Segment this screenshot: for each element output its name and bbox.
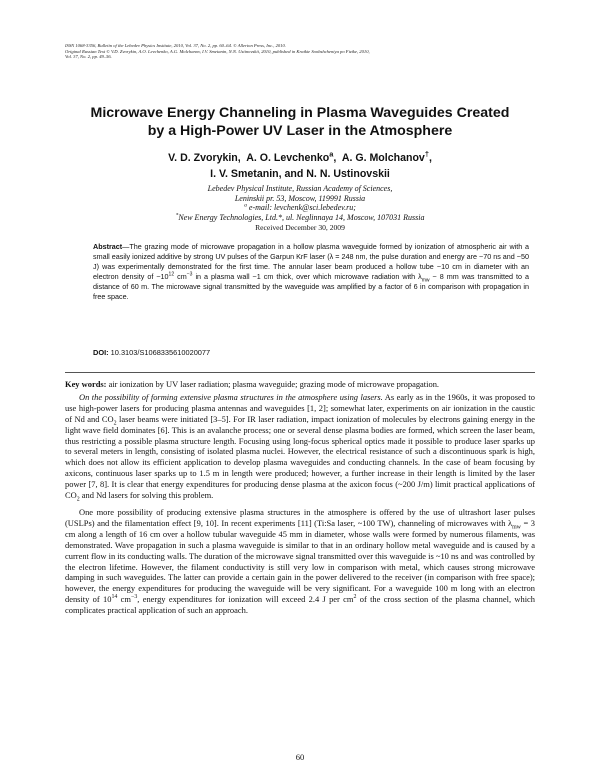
- author-sep: ,: [428, 152, 432, 164]
- keywords: [65, 379, 535, 390]
- author-mark-a: a: [329, 149, 334, 159]
- email-mark: a: [244, 202, 247, 209]
- paragraph-2: [65, 507, 535, 616]
- header-line-2: Original Russian Text © V.D. Zvorykin, A.O. Levchenko, A.G. Molchanov, I.V. Smetanin, N.N. Ustinovskii, 2010, published in Kratkie Soobshcheniya po Fizike, 2010,: [65, 48, 370, 54]
- title-line-1: Microwave Energy Channeling in Plasma Waveguides Created: [90, 105, 510, 121]
- paragraph-2-text-b: = 3 cm along a length of 16 cm over a hollow tubular waveguide 45 mm in diameter, whose walls were formed by numerous filaments, was demonstrated. Wave propagation in such a plasma waveguide is similar to that in an ordinary hollow metal waveguide and is caused by a current flow in its conducting walls. The duration of the microwave signal transmitted over this waveguide is ~10 ns and was controlled by the electron lifetime. However, the filament conductivity is still very low in comparison with metal, which causes strong microwave damping in such waveguides. The latter can provide a certain gain in the power delivered to the receiver (in comparison with free space); however, the energy expenditures for producing the waveguide will be very significant. For a waveguide 100 m long with an electron density of 10: [65, 517, 535, 605]
- lambda-sub: mw: [512, 524, 521, 531]
- author-list: [40, 150, 560, 182]
- header-line-1: ISSN 1068-3356, Bulletin of the Lebedev Physics Institute, 2010, Vol. 37, No. 2, pp. 60–64. © Allerton Press, Inc., 2010.: [65, 43, 286, 48]
- author-mark-dagger: †: [424, 149, 429, 159]
- separator-rule: [65, 372, 535, 373]
- abstract-text-4: ~ 8 mm was transmitted to a distance of 60 m. The microwave signal transmitted by the waveguide was amplified by a factor of 6 in comparison with propagation in free space.: [93, 271, 529, 301]
- doi-line: [93, 348, 210, 357]
- affiliations: [40, 184, 560, 223]
- paragraph-1: [65, 392, 535, 501]
- paper-title: [40, 104, 560, 140]
- abstract-exp-1: 12: [168, 271, 175, 278]
- abstract-sub-1: mw: [421, 277, 430, 284]
- header-line-3: Vol. 37, No. 2, pp. 49–56.: [65, 54, 112, 60]
- authors-line-2: I. V. Smetanin, and N. N. Ustinovskii: [210, 168, 390, 180]
- doi-label: DOI:: [93, 348, 109, 357]
- page-number: 60: [295, 752, 305, 762]
- paragraph-2-text-c: cm: [117, 594, 131, 605]
- author-zvorykin: V. D. Zvorykin,: [168, 152, 241, 164]
- doi-link[interactable]: 10.3103/S1068335610020077: [110, 348, 211, 357]
- abstract-dash: —: [122, 242, 130, 251]
- abstract-exp-2: −3: [186, 271, 193, 278]
- keywords-label: Key words:: [65, 379, 107, 389]
- paragraph-1-text-b: laser beams were initiated [3–5]. For IR laser radiation, impact ionization of molecules by electrons gaining energy in the light wave field dominates [6]. This is an avalanche process; one or several dense plasma bodies are formed, which screen the laser beam, thus restricting a possible plasma structure length. Focusing using long-focus spherical optics made it possible to produce laser sparks up to several meters in length, consisting of isolated plasma nuclei. However, the electrical resistance of such a discontinuous spark is high, which does not allow its efficient application to develop plasma waveguides and conducting channels. In the case of beam focusing by axicons, continuous laser sparks up to 1.5 m in length were produced; however, a further increase in their length is limited by the laser power [7, 8]. It is clear that energy expenditures for producing dense plasma at the axicon focus (~200 J/m) limit practical applications of CO: [65, 413, 535, 501]
- abstract-text-3: in a plasma wall ~1 cm thick, over which microwave radiation with λ: [192, 271, 422, 281]
- affil-mark: *: [175, 212, 179, 219]
- authors-line-1: [40, 150, 560, 166]
- affiliation-line-2: Leninskii pr. 53, Moscow, 119991 Russia: [234, 193, 366, 203]
- email-text: e-mail: levchenk@sci.lebedev.ru;: [246, 203, 356, 213]
- paragraph-2-text-d: , energy expenditures for ionization will exceed 2.4 J per cm: [137, 594, 354, 605]
- author-levchenko: A. O. Levchenko: [246, 152, 330, 164]
- abstract-text-2: cm: [174, 271, 187, 281]
- affiliation-email: [40, 203, 560, 213]
- co2-sub: 2: [113, 420, 117, 427]
- author-molchanov: A. G. Molchanov: [341, 152, 425, 164]
- density-unit-exp: −3: [131, 594, 138, 601]
- abstract-label: Abstract: [93, 242, 123, 251]
- abstract-text-1: The grazing mode of microwave propagation in a hollow plasma waveguide formed by ionization of atmospheric air with a small easily ionized additive by strong UV pulses of the Garpun KrF laser (λ = 248 nm, the pulse duration and energy are ~70 ns and ~50 J) was experimentally demonstrated for the first time. The annular laser beam produced a hollow tube ~10 cm in diameter with an electron density of ~10: [93, 242, 529, 281]
- affil-text: New Energy Technologies, Ltd.*, ul. Neglinnaya 14, Moscow, 107031 Russia: [178, 213, 425, 223]
- body-text: [65, 379, 535, 616]
- density-exp: 14: [111, 594, 118, 601]
- title-line-2: by a High-Power UV Laser in the Atmosphere: [147, 123, 453, 139]
- keywords-text: air ionization by UV laser radiation; plasma waveguide; grazing mode of microwave propagation.: [106, 379, 440, 389]
- paragraph-1-text-c: and Nd lasers for solving this problem.: [79, 490, 214, 501]
- paragraph-1-text-a: As early as in the 1960s, it was proposed to use high-power lasers for producing plasma antennas and waveguides [1, 2]; somewhat later, experiments on air ionization in the caustic of Nd and CO: [65, 391, 535, 424]
- paragraph-2-text-a: One more possibility of producing extensive plasma structures in the atmosphere is offered by the use of ultrashort laser pulses (USLPs) and the filamentation effect [9, 10]. In recent experiments [11] (Ti:Sa laser, ~100 TW), channeling of microwaves with λ: [65, 506, 535, 528]
- area-exp: 2: [353, 594, 357, 601]
- abstract: [93, 242, 529, 301]
- journal-header: [65, 43, 545, 60]
- paragraph-1-lead: On the possibility of forming extensive plasma structures in the atmosphere using lasers.: [79, 391, 383, 402]
- co2-sub: 2: [76, 496, 80, 503]
- affiliation-line-1: Lebedev Physical Institute, Russian Academy of Sciences,: [207, 184, 393, 193]
- author-sep: ,: [333, 152, 337, 164]
- paragraph-2-text-e: of the cross section of the plasma channel, which complicates practical application of such an approach.: [65, 594, 535, 616]
- affiliation-line-4: [40, 213, 560, 223]
- received-date: Received December 30, 2009: [255, 223, 345, 232]
